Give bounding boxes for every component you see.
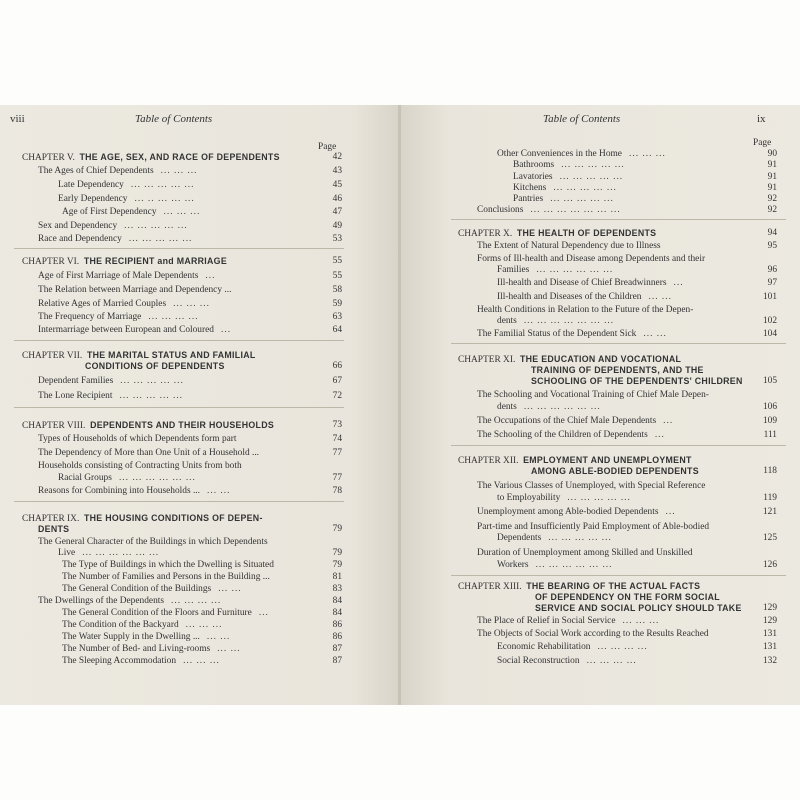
toc-entry: Ill-health and Diseases of the Children ... ... (497, 292, 672, 302)
toc-entry: The Type of Buildings in which the Dwelling is Situated (62, 560, 274, 570)
toc-entry: Part-time and Insufficiently Paid Employment of Able-bodied (477, 522, 710, 532)
chapter-heading-continued: SCHOOLING OF THE DEPENDENTS' CHILDREN (531, 376, 743, 386)
chapter-page-number: 73 (332, 420, 342, 430)
toc-page-number: 97 (767, 278, 777, 288)
toc-entry: The Dwellings of the Dependents ... ... ... ... (38, 596, 222, 606)
toc-entry: The Frequency of Marriage ... ... ... ... (38, 312, 199, 322)
toc-page-number: 101 (762, 292, 777, 302)
toc-entry: The Water Supply in the Dwelling ... ... ... (62, 632, 231, 642)
toc-page-number: 84 (332, 608, 342, 618)
toc-page-number: 91 (767, 172, 777, 182)
section-divider (451, 219, 786, 220)
chapter-page-number: 79 (332, 524, 342, 534)
toc-page-number: 92 (767, 205, 777, 215)
right-page-label: Page (753, 138, 772, 148)
toc-entry: Live ... ... ... ... ... ... (58, 548, 160, 558)
toc-entry: The Sleeping Accommodation ... ... ... (62, 656, 220, 666)
toc-page-number: 125 (762, 533, 777, 543)
section-divider (14, 340, 344, 341)
toc-entry: Unemployment among Able-bodied Dependents ... (477, 507, 676, 517)
toc-entry: The Familial Status of the Dependent Sick ... ... (477, 329, 667, 339)
toc-entry: Lavatories ... ... ... ... ... (513, 172, 624, 182)
chapter-heading: CHAPTER XIII. THE BEARING OF THE ACTUAL FACTS (458, 581, 701, 592)
chapter-heading-continued: AMONG ABLE-BODIED DEPENDENTS (531, 466, 699, 476)
toc-entry: Kitchens ... ... ... ... ... (513, 183, 617, 193)
toc-page-number: 83 (332, 584, 342, 594)
toc-page-number: 64 (332, 325, 342, 335)
toc-page-number: 74 (332, 434, 342, 444)
toc-page-number: 111 (763, 430, 777, 440)
toc-page-number: 90 (767, 149, 777, 159)
toc-entry: Relative Ages of Married Couples ... ... ... (38, 299, 210, 309)
toc-page-number: 81 (332, 572, 342, 582)
chapter-heading: CHAPTER X. THE HEALTH OF DEPENDENTS (458, 228, 657, 239)
section-divider (14, 407, 344, 408)
toc-entry: Workers ... ... ... ... ... ... (497, 560, 613, 570)
section-divider (451, 343, 786, 344)
toc-page-number: 102 (762, 316, 777, 326)
toc-page-number: 63 (332, 312, 342, 322)
chapter-heading: CHAPTER XII. EMPLOYMENT AND UNEMPLOYMENT (458, 455, 692, 466)
chapter-heading: CHAPTER VI. THE RECIPIENT and MARRIAGE (22, 256, 227, 267)
chapter-page-number: 118 (763, 466, 777, 476)
right-header-title: Table of Contents (543, 113, 621, 125)
toc-entry: Other Conveniences in the Home ... ... ... (497, 149, 666, 159)
toc-page-number: 78 (332, 486, 342, 496)
toc-entry: The Schooling of the Children of Dependents ... (477, 430, 665, 440)
chapter-heading-continued: TRAINING OF DEPENDENTS, AND THE (531, 365, 704, 375)
toc-entry: The General Condition of the Floors and Furniture ... (62, 608, 269, 618)
toc-page-number: 67 (332, 376, 342, 386)
toc-entry: Bathrooms ... ... ... ... ... (513, 160, 625, 170)
toc-entry: Duration of Unemployment among Skilled and Unskilled (477, 548, 693, 558)
right-page-number: ix (757, 113, 766, 125)
toc-entry: Dependent Families ... ... ... ... ... (38, 376, 184, 386)
toc-page-number: 47 (332, 207, 342, 217)
section-divider (14, 248, 344, 249)
toc-page-number: 45 (332, 180, 342, 190)
right-page (401, 105, 800, 705)
toc-entry: Forms of Ill-health and Disease among Dependents and their (477, 254, 706, 264)
toc-entry: Race and Dependency ... ... ... ... ... (38, 234, 193, 244)
toc-page-number: 79 (332, 548, 342, 558)
toc-page-number: 104 (762, 329, 777, 339)
chapter-heading: CHAPTER IX. THE HOUSING CONDITIONS OF DEPEN- (22, 513, 263, 524)
toc-page-number: 91 (767, 160, 777, 170)
toc-entry: Health Conditions in Relation to the Future of the Depen- (477, 305, 694, 315)
toc-page-number: 119 (763, 493, 777, 503)
toc-entry: The Objects of Social Work according to the Results Reached (477, 629, 709, 639)
section-divider (14, 501, 344, 502)
toc-page-number: 96 (767, 265, 777, 275)
toc-page-number: 95 (767, 241, 777, 251)
toc-entry: Types of Households of which Dependents form part (38, 434, 237, 444)
toc-entry: The Relation between Marriage and Dependency ... (38, 285, 232, 295)
toc-entry: The Occupations of the Chief Male Dependents ... (477, 416, 674, 426)
toc-entry: Social Reconstruction ... ... ... ... (497, 656, 637, 666)
toc-page-number: 131 (762, 629, 777, 639)
left-page (0, 105, 399, 705)
toc-entry: Ill-health and Disease of Chief Breadwinners ... (497, 278, 684, 288)
toc-entry: The Lone Recipient ... ... ... ... ... (38, 391, 184, 401)
chapter-heading: CHAPTER VIII. DEPENDENTS AND THEIR HOUSEHOLDS (22, 420, 275, 431)
left-page-number: viii (10, 113, 25, 125)
toc-entry: Dependents ... ... ... ... ... (497, 533, 612, 543)
chapter-page-number: 105 (762, 376, 777, 386)
toc-page-number: 43 (332, 166, 342, 176)
toc-entry: The Place of Relief in Social Service ... ... ... (477, 616, 660, 626)
toc-page-number: 77 (332, 448, 342, 458)
toc-page-number: 91 (767, 183, 777, 193)
toc-page-number: 121 (762, 507, 777, 517)
toc-entry: The Number of Families and Persons in the Building ... (62, 572, 270, 582)
toc-page-number: 79 (332, 560, 342, 570)
toc-page-number: 49 (332, 221, 342, 231)
toc-entry: Late Dependency ... ... ... ... ... (58, 180, 195, 190)
toc-page-number: 87 (332, 644, 342, 654)
toc-entry: dents ... ... ... ... ... ... ... (497, 316, 615, 326)
toc-page-number: 58 (332, 285, 342, 295)
chapter-heading: CHAPTER VII. THE MARITAL STATUS AND FAMILIAL (22, 350, 256, 361)
toc-entry: The Condition of the Backyard ... ... ... (62, 620, 223, 630)
toc-page-number: 46 (332, 194, 342, 204)
chapter-heading-continued: OF DEPENDENCY ON THE FORM SOCIAL (535, 592, 720, 602)
chapter-page-number: 66 (332, 361, 342, 371)
toc-entry: The Dependency of More than One Unit of a Household ... (38, 448, 260, 458)
chapter-page-number: 94 (767, 228, 777, 238)
toc-entry: Early Dependency ... .. ... ... ... (58, 194, 195, 204)
chapter-page-number: 55 (332, 256, 342, 266)
section-divider (451, 445, 786, 446)
toc-entry: The Various Classes of Unemployed, with Special Reference (477, 481, 706, 491)
toc-entry: Pantries ... ... ... ... ... (513, 194, 614, 204)
toc-page-number: 59 (332, 299, 342, 309)
toc-page-number: 132 (762, 656, 777, 666)
chapter-heading: CHAPTER XI. THE EDUCATION AND VOCATIONAL (458, 354, 682, 365)
toc-entry: Economic Rehabilitation ... ... ... ... (497, 642, 648, 652)
toc-entry: Families ... ... ... ... ... ... (497, 265, 614, 275)
toc-entry: Age of First Marriage of Male Dependents ... (38, 271, 216, 281)
toc-page-number: 131 (762, 642, 777, 652)
toc-page-number: 72 (332, 391, 342, 401)
toc-page-number: 84 (332, 596, 342, 606)
toc-entry: The Schooling and Vocational Training of Chief Male Depen- (477, 390, 709, 400)
left-header-title: Table of Contents (135, 113, 213, 125)
section-divider (451, 575, 786, 576)
chapter-page-number: 42 (332, 152, 342, 162)
toc-page-number: 86 (332, 620, 342, 630)
toc-page-number: 106 (762, 402, 777, 412)
toc-page-number: 77 (332, 473, 342, 483)
toc-page-number: 55 (332, 271, 342, 281)
chapter-heading-continued: DENTS (38, 524, 70, 534)
chapter-page-number: 129 (762, 603, 777, 613)
toc-entry: The Extent of Natural Dependency due to Illness (477, 241, 661, 251)
left-page-label: Page (318, 142, 337, 152)
toc-page-number: 109 (762, 416, 777, 426)
toc-entry: to Employability ... ... ... ... ... (497, 493, 631, 503)
toc-entry: Age of First Dependency ... ... ... (62, 207, 201, 217)
chapter-heading: CHAPTER V. THE AGE, SEX, AND RACE OF DEPENDENTS (22, 152, 280, 163)
toc-page-number: 126 (762, 560, 777, 570)
toc-entry: dents ... ... ... ... ... ... (497, 402, 601, 412)
toc-entry: Conclusions ... ... ... ... ... ... ... (477, 205, 621, 215)
toc-entry: Sex and Dependency ... ... ... ... ... (38, 221, 188, 231)
toc-entry: The Ages of Chief Dependents ... ... ... (38, 166, 198, 176)
toc-page-number: 87 (332, 656, 342, 666)
chapter-heading-continued: SERVICE AND SOCIAL POLICY SHOULD TAKE (535, 603, 742, 613)
chapter-heading-continued: CONDITIONS OF DEPENDENTS (85, 361, 225, 371)
toc-entry: Households consisting of Contracting Units from both (38, 461, 242, 471)
toc-entry: Racial Groups ... ... ... ... ... ... (58, 473, 196, 483)
toc-page-number: 92 (767, 194, 777, 204)
toc-page-number: 86 (332, 632, 342, 642)
toc-page-number: 129 (762, 616, 777, 626)
toc-entry: Intermarriage between European and Coloured ... (38, 325, 232, 335)
toc-entry: The General Condition of the Buildings ... ... (62, 584, 242, 594)
toc-entry: Reasons for Combining into Households ... ... ... (38, 486, 231, 496)
toc-page-number: 53 (332, 234, 342, 244)
toc-entry: The General Character of the Buildings in which Dependents (38, 537, 268, 547)
toc-entry: The Number of Bed- and Living-rooms ... ... (62, 644, 241, 654)
